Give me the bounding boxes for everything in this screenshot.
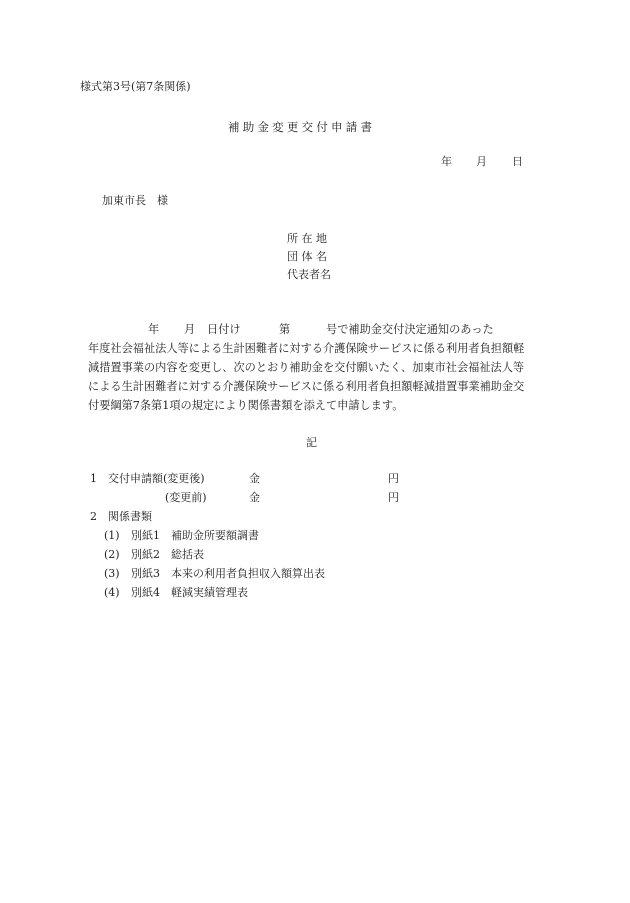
applicant-organization-label: 団体名 [287,250,331,263]
date-year-label: 年 [441,155,452,168]
date-day-label: 日 [512,155,523,168]
body-line1-year: 年 [148,323,160,336]
section1-number: 1 [90,472,97,485]
item1-num: (1) [104,529,120,542]
section1-kin-before: 金 [249,491,260,504]
body-line1-day: 日付け [207,323,241,336]
item1-sheet: 別紙1 [131,529,160,542]
item4-sheet: 別紙4 [131,586,160,599]
section1-yen-before: 円 [388,491,399,504]
body-line1-number-prefix: 第 [279,323,291,336]
item1-name: 補助金所要額調書 [171,529,259,542]
section1-kin-after: 金 [249,472,260,485]
applicant-representative-label: 代表者名 [287,268,331,281]
body-line5: 付要綱第7条第1項の規定により関係書類を添えて申請します。 [88,399,404,412]
section1-yen-after: 円 [388,472,399,485]
applicant-location-label: 所在地 [287,232,331,245]
body-line1-month: 月 [184,323,196,336]
item4-num: (4) [104,586,120,599]
form-number: 様式第3号(第7条関係) [80,80,191,93]
item2-sheet: 別紙2 [131,548,160,561]
item3-sheet: 別紙3 [131,567,160,580]
section2-label: 関係書類 [108,510,152,523]
addressee: 加東市長 様 [102,194,168,207]
item3-num: (3) [104,567,120,580]
body-line3: 減措置事業の内容を変更し、次のとおり補助金を交付願いたく、加東市社会福祉法人等 [88,361,525,374]
item2-name: 総括表 [171,548,204,561]
section1-label-after: 交付申請額(変更後) [108,472,205,485]
section1-label-before: (変更前) [165,491,207,504]
document-title: 補助金変更交付申請書 [228,120,376,134]
ki-heading: 記 [306,436,317,449]
item2-num: (2) [104,548,120,561]
body-line1-rest: 号で補助金交付決定通知のあった [326,323,494,336]
item3-name: 本来の利用者負担収入額算出表 [171,567,325,580]
date-month-label: 月 [476,155,487,168]
body-line4: による生計困難者に対する介護保険サービスに係る利用者負担額軽減措置事業補助金交 [88,380,525,393]
section2-number: 2 [90,510,97,523]
item4-name: 軽減実績管理表 [171,586,248,599]
body-line2: 年度社会福祉法人等による生計困難者に対する介護保険サービスに係る利用者負担額軽 [88,342,525,355]
